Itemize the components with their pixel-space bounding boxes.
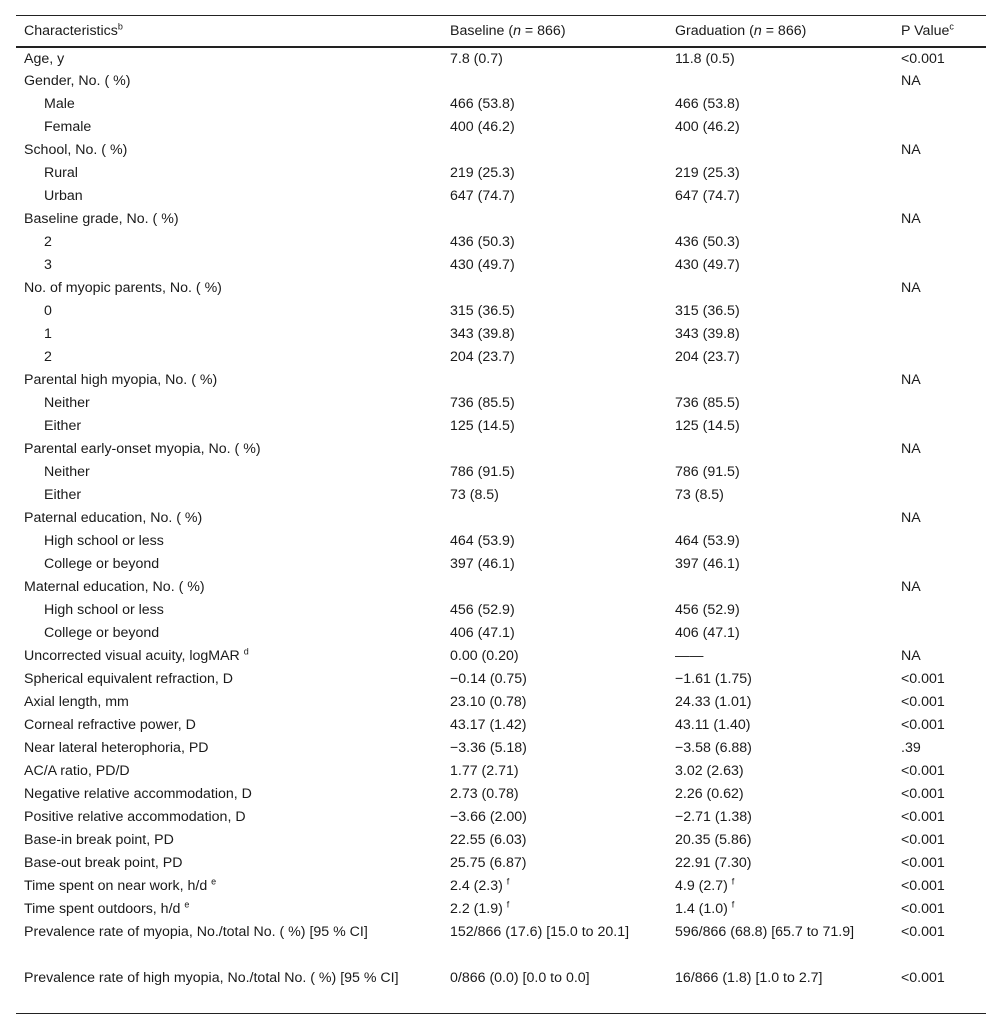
table-row [16,162,986,185]
cell-graduation: 43.11 (1.40) [675,717,751,733]
table-row [16,645,986,668]
cell-characteristic: Paternal education, No. ( %) [24,510,203,526]
characteristics-table [16,15,986,1014]
table-row [16,369,986,392]
cell-graduation: 315 (36.5) [675,303,740,319]
table-row [16,70,986,93]
cell-characteristic: Neither [44,395,90,411]
cell-graduation: 736 (85.5) [675,395,740,411]
cell-characteristic: Neither [44,464,90,480]
cell-baseline: 23.10 (0.78) [450,694,527,710]
header-pvalue: P Value$^c$ [901,21,954,39]
cell-graduation: 16/866 (1.8) [1.0 to 2.7] [675,970,823,986]
cell-graduation: 24.33 (1.01) [675,694,752,710]
table-row [16,438,986,461]
table-row [16,622,986,645]
cell-characteristic: Negative relative accommodation, D [24,786,252,802]
cell-baseline: 647 (74.7) [450,188,515,204]
table-row [16,392,986,415]
cell-graduation: 647 (74.7) [675,188,740,204]
cell-pvalue [893,461,986,484]
cell-baseline [442,70,667,93]
cell-baseline: 73 (8.5) [450,487,499,503]
cell-characteristic: Near lateral heterophoria, PD [24,740,209,756]
table-row [16,415,986,438]
cell-characteristic: Prevalence rate of high myopia, No./total No. ( %) [95 % CI] [24,970,399,986]
table-row [16,116,986,139]
cell-pvalue: NA [901,648,921,664]
cell-pvalue: <0.001 [901,671,945,687]
cell-characteristic: Male [44,96,75,112]
cell-characteristic: 2 [44,349,52,365]
cell-pvalue: NA [901,280,921,296]
cell-baseline: −0.14 (0.75) [450,671,527,687]
table-row [16,737,986,760]
cell-graduation: −2.71 (1.38) [675,809,752,825]
cell-pvalue: <0.001 [901,809,945,825]
table-row [16,668,986,691]
cell-graduation: 786 (91.5) [675,464,740,480]
cell-baseline: −3.66 (2.00) [450,809,527,825]
cell-characteristic: Parental early-onset myopia, No. ( %) [24,441,261,457]
cell-pvalue: <0.001 [901,970,945,986]
table-row [16,806,986,829]
cell-baseline: 736 (85.5) [450,395,515,411]
cell-graduation: 20.35 (5.86) [675,832,752,848]
cell-baseline [442,277,667,300]
cell-baseline: 406 (47.1) [450,625,515,641]
cell-pvalue: NA [901,441,921,457]
cell-graduation: 400 (46.2) [675,119,740,135]
cell-pvalue: NA [901,510,921,526]
cell-characteristic: Either [44,418,82,434]
cell-baseline: 397 (46.1) [450,556,515,572]
cell-pvalue [893,530,986,553]
table-row [16,277,986,300]
cell-graduation: 73 (8.5) [675,487,724,503]
cell-baseline: 466 (53.8) [450,96,515,112]
cell-pvalue: <0.001 [901,694,945,710]
cell-characteristic: Gender, No. ( %) [24,73,131,89]
cell-graduation: 406 (47.1) [675,625,740,641]
cell-graduation: 430 (49.7) [675,257,740,273]
cell-pvalue [893,300,986,323]
cell-baseline [442,438,667,461]
header-graduation: Graduation (n = 866) [675,23,807,39]
table-row [16,576,986,599]
cell-graduation: 1.4 (1.0) $^f$ [675,899,735,917]
cell-graduation: 343 (39.8) [675,326,740,342]
cell-pvalue [893,484,986,507]
cell-pvalue: <0.001 [901,786,945,802]
cell-baseline: 1.77 (2.71) [450,763,519,779]
cell-baseline [442,369,667,392]
cell-characteristic: Positive relative accommodation, D [24,809,246,825]
table-row [16,760,986,783]
cell-pvalue: <0.001 [901,855,945,871]
cell-pvalue: <0.001 [901,717,945,733]
cell-baseline: 219 (25.3) [450,165,515,181]
cell-graduation [667,139,893,162]
table-row [16,875,986,898]
table-row [16,921,986,967]
cell-characteristic: College or beyond [44,625,160,641]
table-row [16,300,986,323]
cell-characteristic: Axial length, mm [24,694,129,710]
cell-graduation [667,208,893,231]
cell-graduation: 219 (25.3) [675,165,740,181]
cell-baseline: 436 (50.3) [450,234,515,250]
cell-baseline [442,208,667,231]
cell-pvalue: <0.001 [901,878,945,894]
cell-characteristic: 2 [44,234,52,250]
cell-graduation: 2.26 (0.62) [675,786,744,802]
cell-baseline: 430 (49.7) [450,257,515,273]
table-row [16,530,986,553]
cell-pvalue: <0.001 [901,924,945,940]
cell-characteristic: Maternal education, No. ( %) [24,579,205,595]
table-row [16,829,986,852]
cell-characteristic: Baseline grade, No. ( %) [24,211,179,227]
cell-pvalue [893,162,986,185]
cell-baseline: 2.73 (0.78) [450,786,519,802]
cell-baseline: 7.8 (0.7) [450,51,503,67]
cell-graduation: −3.58 (6.88) [675,740,752,756]
cell-graduation [667,277,893,300]
cell-baseline: 464 (53.9) [450,533,515,549]
cell-pvalue [893,415,986,438]
cell-baseline: 2.2 (1.9) $^f$ [450,899,510,917]
header-baseline: Baseline (n = 866) [450,23,566,39]
table-row [16,208,986,231]
cell-characteristic: Spherical equivalent refraction, D [24,671,233,687]
cell-graduation [667,438,893,461]
cell-pvalue [893,622,986,645]
table-row [16,231,986,254]
cell-graduation: 464 (53.9) [675,533,740,549]
cell-baseline: 43.17 (1.42) [450,717,527,733]
cell-pvalue: <0.001 [901,763,945,779]
cell-baseline: 125 (14.5) [450,418,515,434]
cell-baseline: 2.4 (2.3) $^f$ [450,876,510,894]
characteristics-table-container [16,15,986,1014]
cell-pvalue: <0.001 [901,832,945,848]
cell-graduation: 456 (52.9) [675,602,740,618]
cell-pvalue: <0.001 [901,901,945,917]
cell-graduation [667,369,893,392]
cell-characteristic: Time spent outdoors, h/d $^e$ [24,899,190,917]
cell-characteristic: College or beyond [44,556,160,572]
cell-graduation: —— [675,648,704,664]
table-row [16,507,986,530]
cell-graduation: −1.61 (1.75) [675,671,752,687]
table-row [16,599,986,622]
cell-characteristic: Uncorrected visual acuity, logMAR $^d$ [24,646,249,664]
table-row [16,346,986,369]
header-characteristics: Characteristics$^b$ [24,21,123,39]
table-row [16,484,986,507]
table-row [16,93,986,116]
cell-characteristic: Rural [44,165,78,181]
cell-pvalue: .39 [901,740,921,756]
cell-characteristic: High school or less [44,602,164,618]
cell-characteristic: High school or less [44,533,164,549]
cell-graduation: 204 (23.7) [675,349,740,365]
cell-graduation: 11.8 (0.5) [675,51,735,67]
table-row [16,461,986,484]
table-row [16,967,986,1013]
cell-baseline: 25.75 (6.87) [450,855,527,871]
cell-characteristic: Prevalence rate of myopia, No./total No. ( %) [95 % CI] [24,924,368,940]
cell-characteristic: Urban [44,188,83,204]
table-row [16,139,986,162]
cell-baseline: 315 (36.5) [450,303,515,319]
cell-baseline: 400 (46.2) [450,119,515,135]
cell-characteristic: 0 [44,303,52,319]
cell-graduation: 397 (46.1) [675,556,740,572]
cell-graduation: 596/866 (68.8) [65.7 to 71.9] [675,924,855,940]
table-row [16,783,986,806]
table-row [16,691,986,714]
cell-pvalue [893,392,986,415]
cell-baseline: 0.00 (0.20) [450,648,519,664]
table-row [16,254,986,277]
cell-pvalue: NA [901,73,921,89]
cell-pvalue: NA [901,579,921,595]
cell-pvalue [893,553,986,576]
cell-characteristic: No. of myopic parents, No. ( %) [24,280,222,296]
cell-baseline: 456 (52.9) [450,602,515,618]
cell-pvalue: NA [901,211,921,227]
table-row [16,323,986,346]
cell-pvalue [893,93,986,116]
cell-pvalue [893,346,986,369]
table-row [16,553,986,576]
cell-graduation [667,507,893,530]
cell-pvalue [893,116,986,139]
cell-graduation: 4.9 (2.7) $^f$ [675,876,735,894]
cell-baseline: −3.36 (5.18) [450,740,527,756]
cell-pvalue: NA [901,142,921,158]
cell-baseline [442,139,667,162]
cell-pvalue [893,231,986,254]
cell-characteristic: School, No. ( %) [24,142,128,158]
cell-characteristic: Time spent on near work, h/d $^e$ [24,876,217,894]
table-row [16,47,986,70]
table-row [16,898,986,921]
cell-pvalue: <0.001 [901,51,945,67]
cell-pvalue [893,599,986,622]
cell-characteristic: 1 [44,326,52,342]
cell-characteristic: 3 [44,257,52,273]
table-row [16,714,986,737]
cell-characteristic: Base-in break point, PD [24,832,174,848]
cell-baseline: 152/866 (17.6) [15.0 to 20.1] [450,924,630,940]
cell-pvalue [893,254,986,277]
cell-baseline: 0/866 (0.0) [0.0 to 0.0] [450,970,590,986]
cell-baseline: 204 (23.7) [450,349,515,365]
cell-pvalue: NA [901,372,921,388]
cell-graduation: 22.91 (7.30) [675,855,752,871]
cell-characteristic: Either [44,487,82,503]
cell-baseline: 343 (39.8) [450,326,515,342]
cell-characteristic: Corneal refractive power, D [24,717,196,733]
table-row [16,852,986,875]
cell-characteristic: Base-out break point, PD [24,855,183,871]
cell-characteristic: Female [44,119,92,135]
cell-baseline: 22.55 (6.03) [450,832,527,848]
cell-graduation: 125 (14.5) [675,418,740,434]
cell-baseline: 786 (91.5) [450,464,515,480]
cell-pvalue [893,323,986,346]
table-header-row [16,16,986,48]
cell-graduation [667,576,893,599]
cell-characteristic: AC/A ratio, PD/D [24,763,130,779]
cell-pvalue [893,185,986,208]
cell-baseline [442,507,667,530]
cell-baseline [442,576,667,599]
cell-characteristic: Parental high myopia, No. ( %) [24,372,218,388]
cell-graduation: 466 (53.8) [675,96,740,112]
cell-characteristic: Age, y [24,51,65,67]
cell-graduation: 436 (50.3) [675,234,740,250]
cell-graduation [667,70,893,93]
cell-graduation: 3.02 (2.63) [675,763,744,779]
table-row [16,185,986,208]
